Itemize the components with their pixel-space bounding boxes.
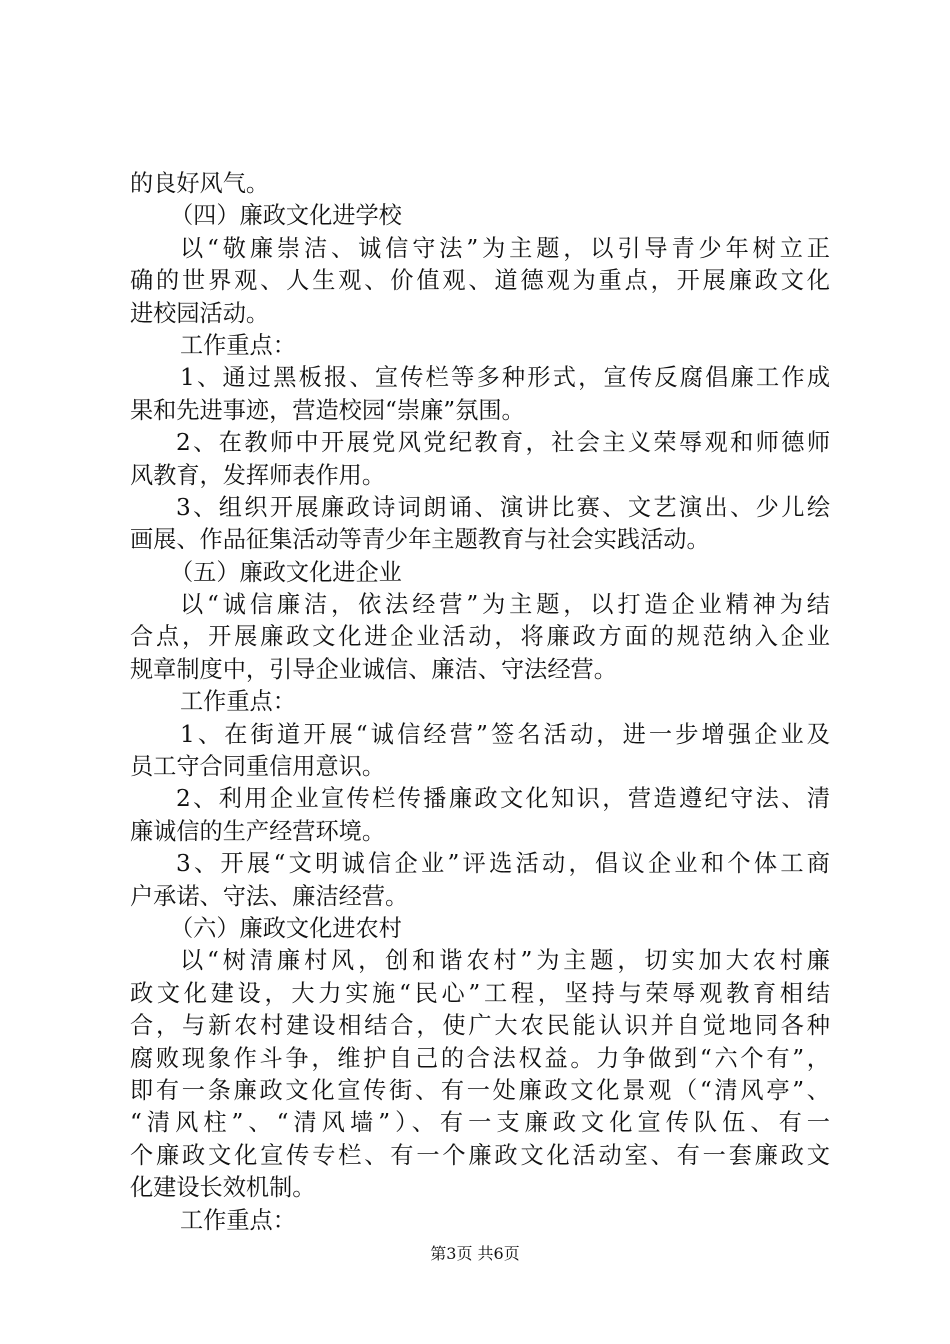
text-line: 的良好风气。 — [130, 170, 270, 197]
text-line: 3、组织开展廉政诗词朗诵、演讲比赛、文艺演出、少儿绘 — [176, 493, 830, 521]
text-line: 合，与新农村建设相结合，使广大农民能认识并自觉地同各种 — [130, 1012, 830, 1040]
text-line: 1、在街道开展“诚信经营”签名活动，进一步增强企业及 — [180, 720, 830, 748]
text-line: 以“诚信廉洁，依法经营”为主题，以打造企业精神为结 — [180, 591, 830, 619]
text-line: 工作重点： — [180, 331, 296, 359]
text-line: 果和先进事迹，营造校园“崇廉”氛围。 — [130, 396, 525, 424]
text-line: 1、通过黑板报、宣传栏等多种形式，宣传反腐倡廉工作成 — [180, 364, 830, 392]
text-line: （五）廉政文化进企业 — [170, 558, 402, 586]
text-line: 工作重点： — [180, 688, 296, 716]
text-line: 2、在教师中开展党风党纪教育，社会主义荣辱观和师德师 — [176, 429, 830, 457]
text-line: 规章制度中，引导企业诚信、廉洁、守法经营。 — [130, 655, 617, 683]
text-line: 腐败现象作斗争，维护自己的合法权益。力争做到“六个有”， — [130, 1044, 830, 1072]
text-line: 户承诺、守法、廉洁经营。 — [130, 882, 409, 910]
text-line: 确的世界观、人生观、价值观、道德观为重点，开展廉政文化 — [130, 267, 830, 295]
text-line: 个廉政文化宣传专栏、有一个廉政文化活动室、有一套廉政文 — [130, 1141, 830, 1169]
text-line: 风教育，发挥师表作用。 — [130, 461, 386, 489]
text-line: 员工守合同重信用意识。 — [130, 753, 386, 781]
text-line: “清风柱”、“清风墙”）、有一支廉政文化宣传队伍、有一 — [130, 1109, 830, 1137]
text-line: 2、利用企业宣传栏传播廉政文化知识，营造遵纪守法、清 — [176, 785, 830, 813]
text-line: （四）廉政文化进学校 — [170, 202, 402, 230]
text-line: 即有一条廉政文化宣传街、有一处廉政文化景观（“清风亭”、 — [130, 1076, 830, 1104]
text-line: 廉诚信的生产经营环境。 — [130, 817, 386, 845]
text-line: 画展、作品征集活动等青少年主题教育与社会实践活动。 — [130, 526, 710, 554]
text-line: 化建设长效机制。 — [130, 1174, 316, 1202]
text-line: 3、开展“文明诚信企业”评选活动，倡议企业和个体工商 — [176, 850, 830, 878]
text-line: 合点，开展廉政文化进企业活动，将廉政方面的规范纳入企业 — [130, 623, 830, 651]
page-footer: 第3页 共6页 — [430, 1244, 520, 1263]
text-line: 以“敬廉崇洁、诚信守法”为主题，以引导青少年树立正 — [180, 234, 830, 262]
text-line: （六）廉政文化进农村 — [170, 914, 402, 942]
text-line: 以“树清廉村风，创和谐农村”为主题，切实加大农村廉 — [180, 947, 830, 975]
text-line: 工作重点： — [180, 1206, 296, 1234]
text-line: 政文化建设，大力实施“民心”工程，坚持与荣辱观教育相结 — [130, 979, 830, 1007]
document-body — [130, 168, 830, 1237]
text-line: 进校园活动。 — [130, 299, 270, 327]
